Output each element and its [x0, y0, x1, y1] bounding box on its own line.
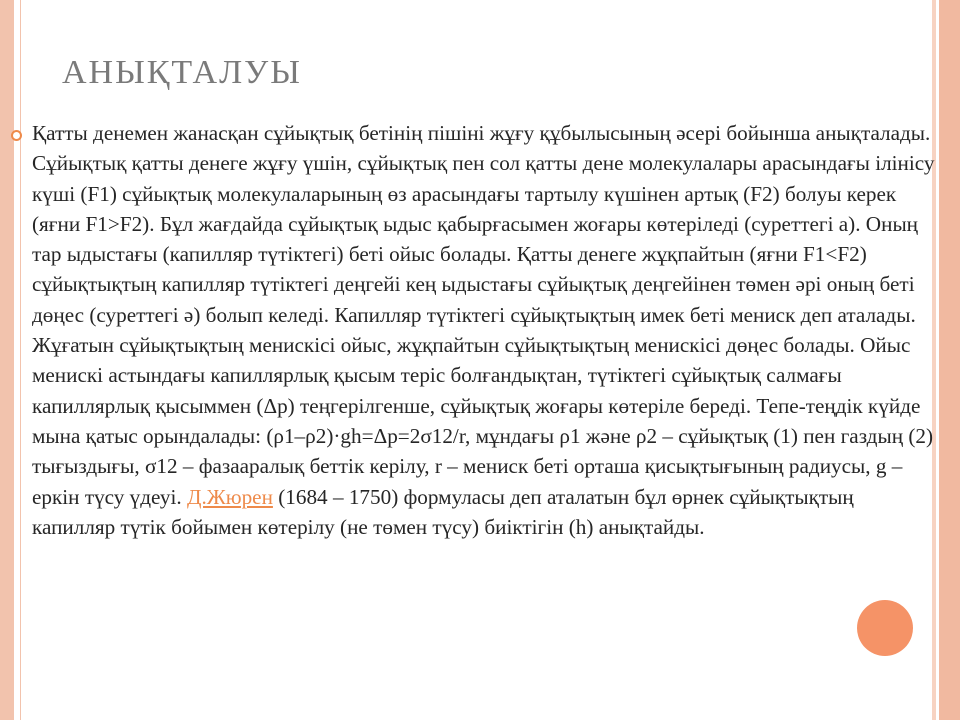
slide-title: АНЫҚТАЛУЫ [62, 54, 302, 91]
decorative-circle [857, 600, 913, 656]
body-text-part-2: (1684 – 1750) формуласы деп аталатын бұл өрнек сұйықтықтың капилляр түтік бойымен көтерілу (не төмен түсу) биіктігін (h) анықтайды. [32, 484, 854, 539]
jurin-link[interactable]: Д.Жюрен [187, 484, 273, 509]
body-text-part-1: Қатты денемен жанасқан сұйықтық бетінің пішіні жұғу құбылысының әсері бойынша анықталады. Сұйықтық қатты денеге жұғу үшін, сұйықтық пен сол қатты дене молекулалары арасындағы ілінісу күші (F1) сұйықтық молекулаларының өз арасындағы тартылу күшінен артық (F2) болуы керек (яғни F1>F2). Бұл жағдайда сұйықтық ыдыс қабырғасымен жоғары көтеріледі (суреттегі а). Оның тар ыдыстағы (капилляр түтіктегі) беті ойыс болады. Қатты денеге жұқпайтын (яғни F1<F2) сұйықтықтың капилляр түтіктегі деңгейі кең ыдыстағы сұйықтық деңгейінен төмен әрі оның беті дөңес (суреттегі ә) болып келеді. Капилляр түтіктегі сұйықтықтың имек беті мениск деп аталады. Жұғатын сұйықтықтың менискісі ойыс, жұқпайтын сұйықтықтың менискісі дөңес болады. Ойыс менискі астындағы капиллярлық қысым теріс болғандықтан, түтіктегі сұйықтық салмағы капиллярлық қысыммен (Δр) теңгерілгенше, сұйықтық жоғары көтеріле береді. Тепе-теңдік күйде мына қатыс орындалады: (ρ1–ρ2)·gh=Δр=2σ12/r, мұндағы ρ1 және ρ2 – сұйықтық (1) пен газдың (2) тығыздығы, σ12 – фазааралық беттік керілу, r – мениск беті орташа қисықтығының радиусы, g – еркін түсу үдеуі. [32, 121, 935, 509]
left-border-decoration [0, 0, 14, 720]
left-border-line [20, 0, 21, 720]
bullet-circle-icon [11, 130, 22, 141]
slide-body-text [32, 118, 940, 542]
